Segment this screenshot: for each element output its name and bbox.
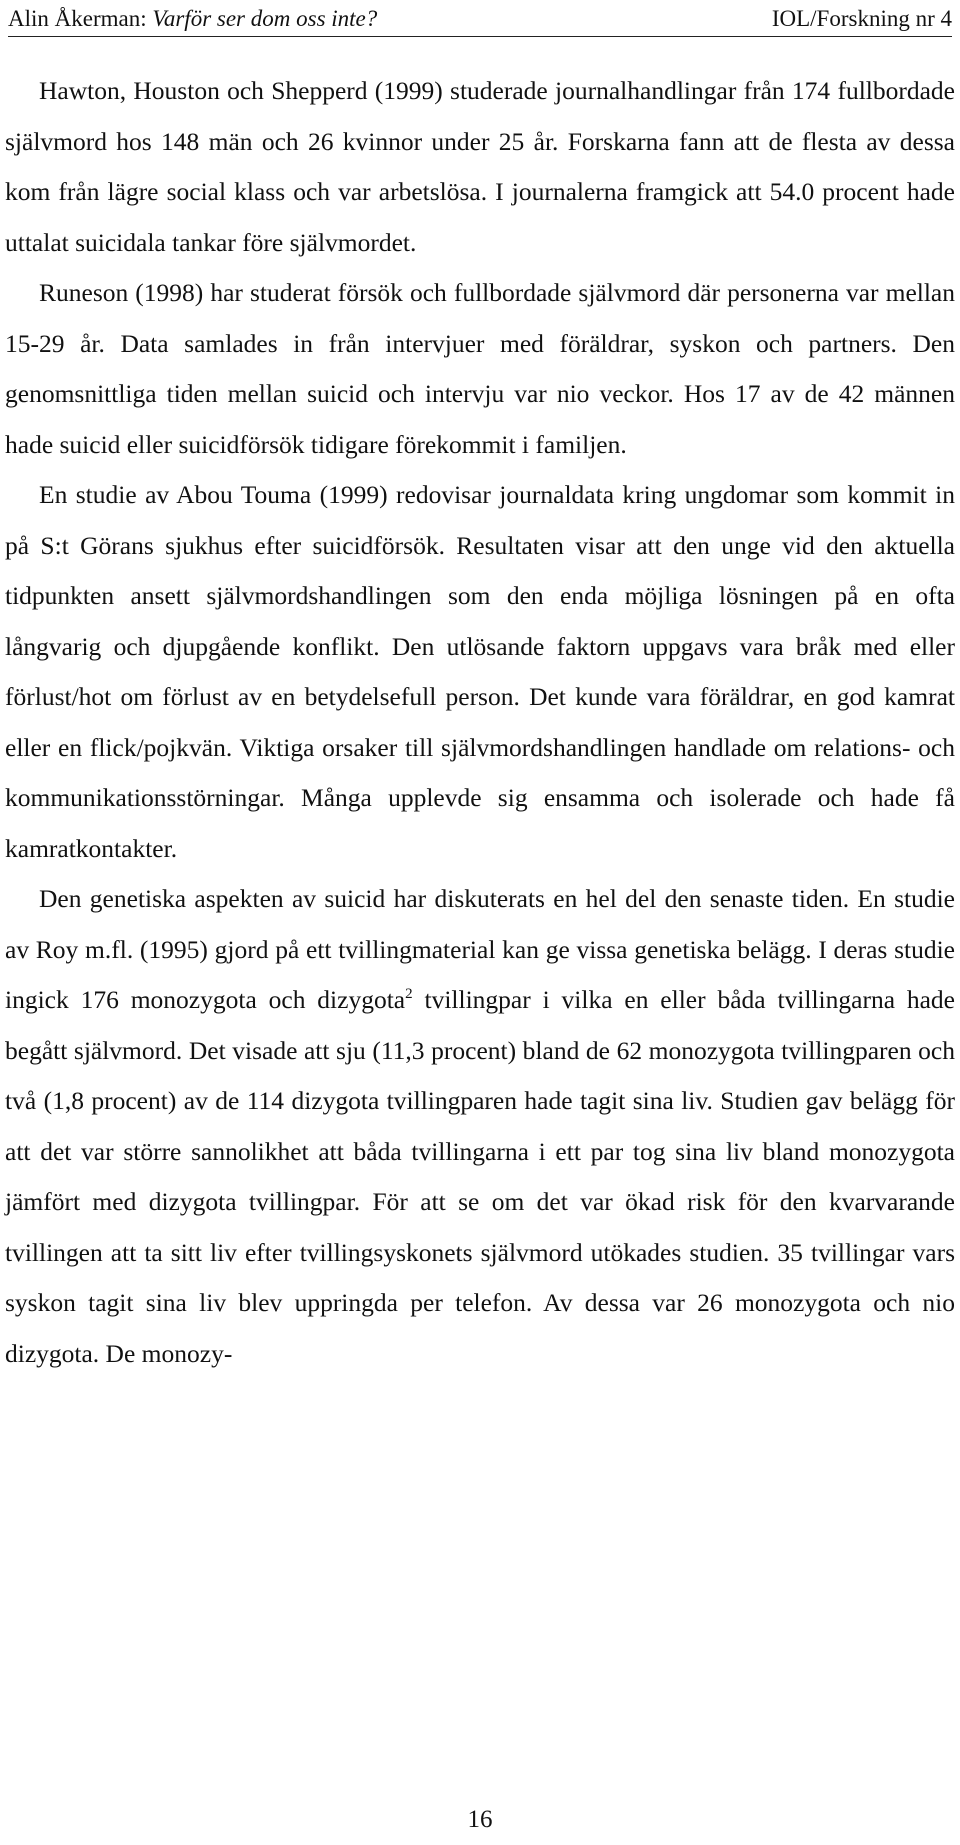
header-title: Varför ser dom oss inte? [152,6,378,31]
body-text [0,66,960,1379]
page-number: 16 [467,1806,493,1833]
paragraph-genetic-text-1: Den genetiska aspekten av suicid har diskuterats en hel del den senaste tiden. En studie av Roy m.fl. (1995) gjord på ett tvillingmaterial kan ge vissa genetiska belägg. I deras studie ingick 176 monozygota och dizygota [5,884,955,1014]
paragraph-abou-touma: En studie av Abou Touma (1999) redovisar journaldata kring ungdomar som kommit in på S:t Görans sjukhus efter suicidförsök. Resultaten visar att den unge vid den aktuella tidpunkten ansett självmordshandlingen som den enda möjliga lösningen på en ofta långvarig och djupgående konflikt. Den utlösande faktorn uppgavs vara bråk med eller förlust/hot om förlust av en betydelsefull person. Det kunde vara föräldrar, en god kamrat eller en flick/pojkvän. Viktiga orsaker till självmordshandlingen handlade om relations- och kommunikationsstörningar. Många upplevde sig ensamma och isolerade och hade få kamratkontakter. [5,480,955,863]
paragraph-hawton: Hawton, Houston och Shepperd (1999) studerade journalhandlingar från 174 fullbordade självmord hos 148 män och 26 kvinnor under 25 år. Forskarna fann att de flesta av dessa kom från lägre social klass och var arbetslösa. I journalerna framgick att 54.0 procent hade uttalat suicidala tankar före självmordet. [5,76,955,257]
paragraph-genetic-text-2: tvillingpar i vilka en eller båda tvillingarna hade begått självmord. Det visade att sju (11,3 procent) bland de 62 monozygota tvillingparen och två (1,8 procent) av de 114 dizygota tvillingparen hade tagit sina liv. Studien gav belägg för att det var större sannolikhet att båda tvillingarna i ett par tog sina liv bland monozygota jämfört med dizygota tvillingpar. För att se om det var ökad risk för den kvarvarande tvillingen att ta sitt liv efter tvillingsyskonets självmord utökades studien. 35 tvillingar vars syskon tagit sina liv blev uppringda per telefon. Av dessa var 26 monozygota och nio dizygota. De monozy- [5,985,956,1368]
paragraph-runeson: Runeson (1998) har studerat försök och fullbordade självmord där personerna var mellan 15-29 år. Data samlades in från intervjuer med föräldrar, syskon och partners. Den genomsnittliga tiden mellan suicid och intervju var nio veckor. Hos 17 av de 42 männen hade suicid eller suicidförsök tidigare förekommit i familjen. [5,278,955,459]
header-left [8,4,377,34]
running-header [8,4,952,37]
paragraph-genetic-aspect [5,874,955,1379]
header-author: Alin Åkerman: [8,6,147,31]
header-series: IOL/Forskning nr 4 [771,6,952,31]
footnote-marker[interactable]: 2 [405,986,413,1002]
